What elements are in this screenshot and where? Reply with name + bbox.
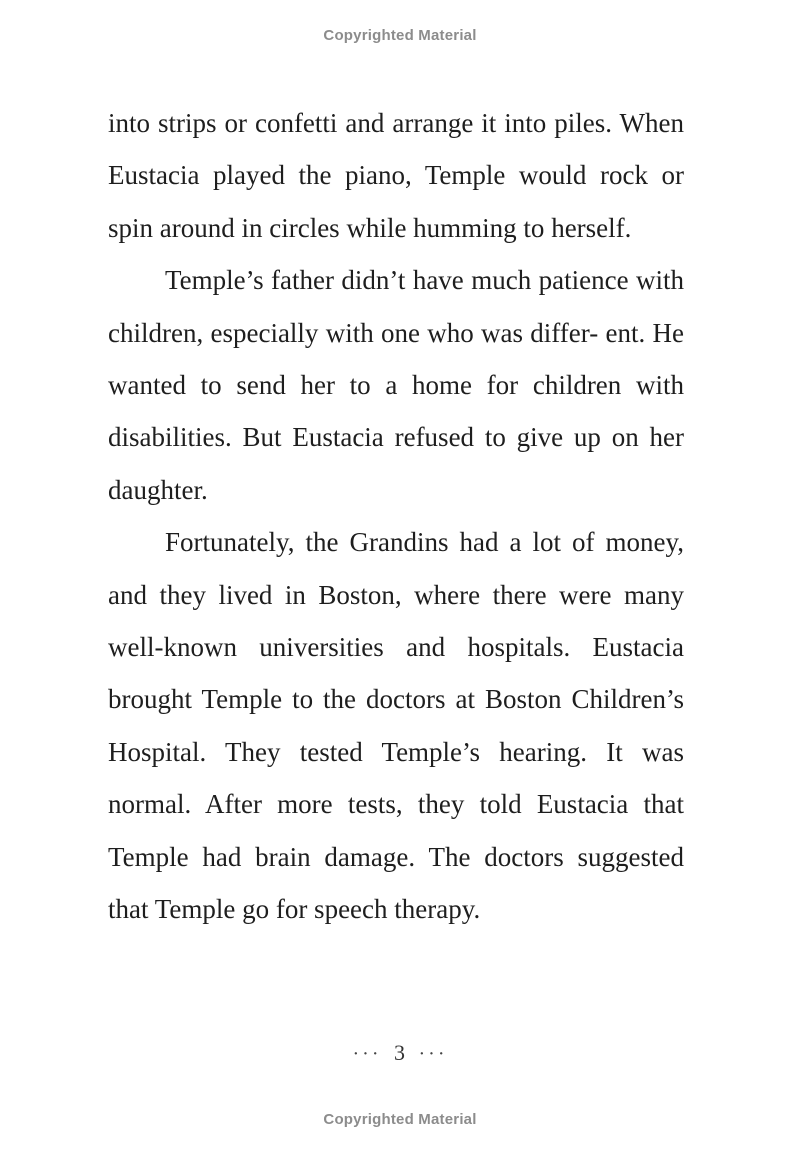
line: rock or spin around in circles while humming to xyxy=(108,160,684,243)
copyright-watermark-top: Copyrighted Material xyxy=(323,27,477,44)
page-number-value: 3 xyxy=(394,1040,406,1065)
line: and they lived in Boston, where there were many xyxy=(108,579,684,610)
line: herself. xyxy=(551,212,632,243)
page-number xyxy=(0,1040,800,1066)
paragraph-1 xyxy=(108,97,684,254)
paragraph-2 xyxy=(108,254,684,516)
paragraph-3 xyxy=(108,516,684,935)
folio-dots-right: ··· xyxy=(418,1043,448,1065)
line: Temple’s father didn’t have much patience xyxy=(165,265,629,296)
line: Fortunately, the Grandins had a lot of money, xyxy=(165,527,684,558)
body-text xyxy=(108,97,684,936)
line: normal. After more tests, they told Eustacia that xyxy=(108,789,684,820)
line: with disabilities. But Eustacia refused to give up xyxy=(108,370,684,453)
line: Temple had brain damage. The doctors suggested xyxy=(108,841,684,872)
line: with children, especially with one who was differ- xyxy=(108,265,685,348)
copyright-watermark-bottom: Copyrighted Material xyxy=(323,1111,477,1128)
line: into strips or confetti and arrange it into piles. xyxy=(108,108,613,138)
line: brought Temple to the doctors at Boston Children’s xyxy=(108,684,684,715)
line: Hospital. They tested Temple’s hearing. It was xyxy=(108,736,684,767)
folio-dots-left: ··· xyxy=(352,1043,382,1065)
line: When Eustacia played the piano, Temple would xyxy=(108,108,684,191)
line: that Temple go for speech therapy. xyxy=(108,894,481,925)
line: on her daughter. xyxy=(108,422,684,505)
line: well-known universities and hospitals. Eustacia xyxy=(108,632,684,663)
line: ent. He wanted to send her to a home for children xyxy=(108,317,684,401)
